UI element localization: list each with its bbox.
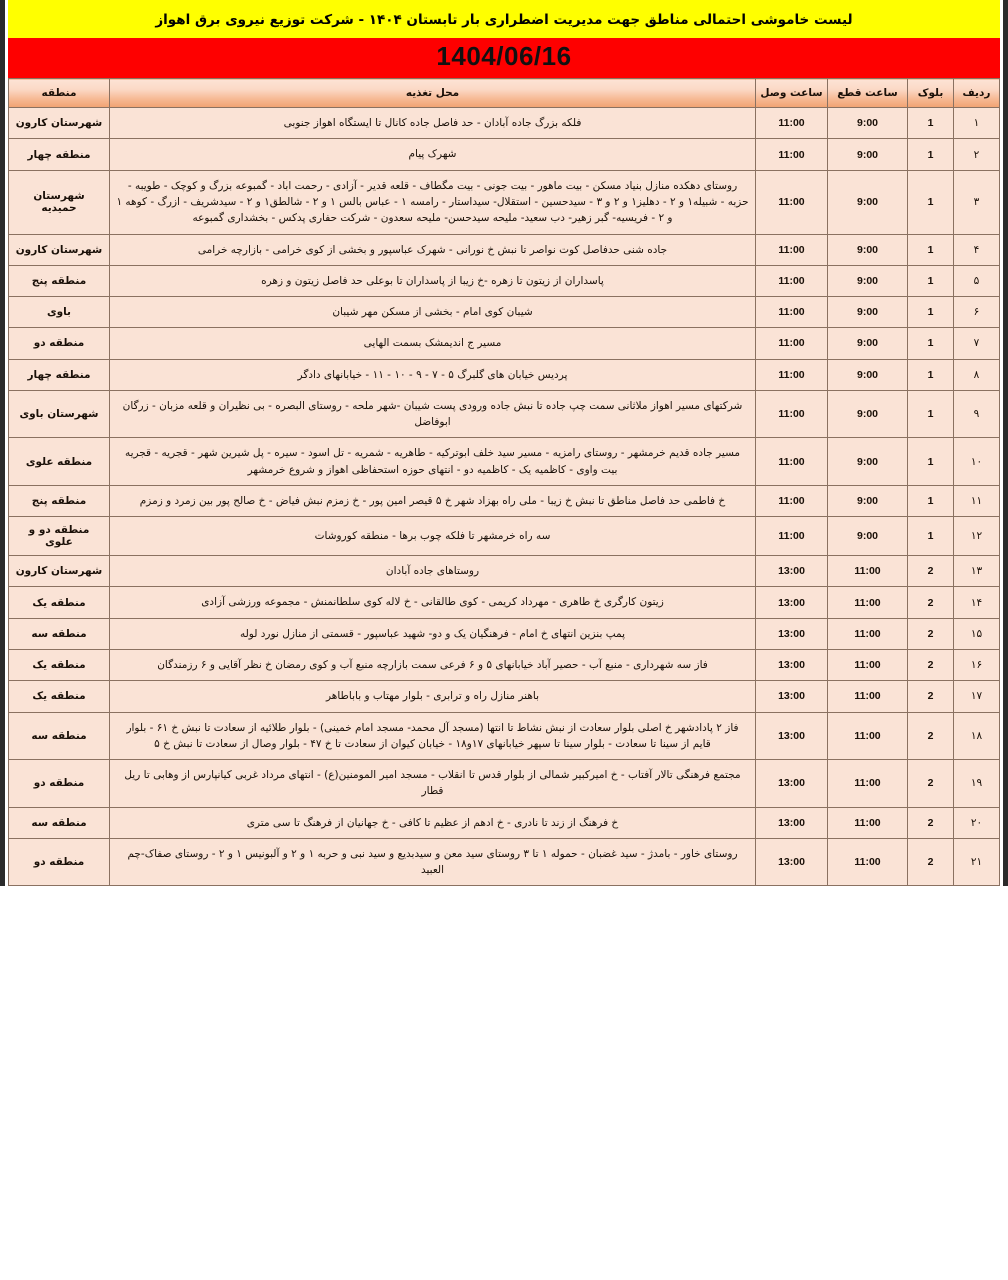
table-row xyxy=(9,760,1000,808)
cell-block: 2 xyxy=(908,838,954,886)
cell-time-off: 9:00 xyxy=(828,517,908,556)
cell-block: 2 xyxy=(908,712,954,760)
table-row xyxy=(9,108,1000,139)
cell-region: منطقه یک xyxy=(9,587,110,618)
table-row xyxy=(9,838,1000,886)
cell-feed-location: جاده شنی حدفاصل کوت نواصر تا نبش خ نورانی - شهرک عباسپور و بخشی از کوی خرامی - بازارچه خرامی xyxy=(110,234,756,265)
cell-feed-location: روستاهای جاده آبادان xyxy=(110,556,756,587)
cell-time-off: 11:00 xyxy=(828,649,908,680)
cell-block: 1 xyxy=(908,234,954,265)
cell-time-on: 11:00 xyxy=(756,170,828,234)
cell-block: 2 xyxy=(908,649,954,680)
cell-feed-location: شرکتهای مسیر اهواز ملاثانی سمت چپ جاده تا نبش جاده ورودی پست شیبان -شهر ملحه - روستای البصره - بی نظیران و قلعه مزبان - زرگان ابوفاضل xyxy=(110,390,756,438)
cell-row-no: ۱۷ xyxy=(954,681,1000,712)
cell-time-off: 11:00 xyxy=(828,556,908,587)
cell-time-on: 13:00 xyxy=(756,587,828,618)
cell-region: شهرستان باوی xyxy=(9,390,110,438)
table-row xyxy=(9,712,1000,760)
cell-feed-location: پردیس خیابان های گلبرگ ۵ - ۷ - ۹ - ۱۰ - ۱۱ - خیابانهای دادگر xyxy=(110,359,756,390)
table-row xyxy=(9,234,1000,265)
cell-region: باوی xyxy=(9,297,110,328)
cell-time-off: 11:00 xyxy=(828,618,908,649)
cell-time-on: 11:00 xyxy=(756,108,828,139)
cell-row-no: ۲ xyxy=(954,139,1000,170)
cell-region: منطقه دو xyxy=(9,760,110,808)
cell-time-on: 11:00 xyxy=(756,390,828,438)
cell-row-no: ۱۲ xyxy=(954,517,1000,556)
cell-feed-location: فاز ۲ پاداد‌شهر خ اصلی بلوار سعادت از نبش نشاط تا انتها (مسجد آل محمد- مسجد امام خمینی) - بلوار طلائیه از سعادت تا نبش خ ۶۱ - بلوار قایم از سینا تا سعادت - بلوار سینا تا سپهر خیابانهای ۱۷و۱۸ - خیابان کیوان از سعادت تا خ ۴۷ - بلوار وصال از سعادت تا نبش خ ۵ xyxy=(110,712,756,760)
table-row xyxy=(9,139,1000,170)
cell-feed-location: فلکه بزرگ جاده آبادان - حد فاصل جاده کانال تا ایستگاه اهواز جنوبی xyxy=(110,108,756,139)
cell-region: شهرستان کارون xyxy=(9,556,110,587)
cell-region: شهرستان کارون xyxy=(9,234,110,265)
cell-row-no: ۱ xyxy=(954,108,1000,139)
cell-time-off: 9:00 xyxy=(828,265,908,296)
cell-block: 1 xyxy=(908,517,954,556)
column-header-time-off: ساعت قطع xyxy=(828,79,908,108)
table-row xyxy=(9,265,1000,296)
cell-row-no: ۵ xyxy=(954,265,1000,296)
cell-time-on: 13:00 xyxy=(756,712,828,760)
cell-feed-location: روستای خاور - بامدژ - سید غضبان - حموله ۱ تا ۳ روستای سید معن و سیدبدیع و سید نبی و حربه ۱ و ۲ و آلبونیس ۱ و ۲ - روستای صفاک-چم العبید xyxy=(110,838,756,886)
table-row xyxy=(9,587,1000,618)
column-header-feed: محل تغذیه xyxy=(110,79,756,108)
cell-time-off: 9:00 xyxy=(828,390,908,438)
table-row xyxy=(9,438,1000,486)
cell-block: 1 xyxy=(908,170,954,234)
cell-row-no: ۲۰ xyxy=(954,807,1000,838)
cell-block: 1 xyxy=(908,108,954,139)
cell-block: 1 xyxy=(908,297,954,328)
cell-time-off: 9:00 xyxy=(828,328,908,359)
cell-row-no: ۳ xyxy=(954,170,1000,234)
cell-region: منطقه یک xyxy=(9,681,110,712)
cell-time-on: 13:00 xyxy=(756,556,828,587)
cell-time-on: 11:00 xyxy=(756,297,828,328)
cell-feed-location: مسیر ج اندیمشک بسمت الهایی xyxy=(110,328,756,359)
cell-region: منطقه یک xyxy=(9,649,110,680)
cell-feed-location: خ فاطمی حد فاصل مناطق تا نبش خ زیبا - ملی راه بهزاد شهر خ ۵ قیصر امین پور - خ زمزم نبش فیاض - خ صالح پور بین زمرد و زمزم xyxy=(110,485,756,516)
cell-row-no: ۱۰ xyxy=(954,438,1000,486)
table-row xyxy=(9,517,1000,556)
cell-block: 2 xyxy=(908,587,954,618)
cell-region: شهرستان حمیدیه xyxy=(9,170,110,234)
cell-block: 1 xyxy=(908,438,954,486)
column-header-time-on: ساعت وصل xyxy=(756,79,828,108)
cell-row-no: ۱۶ xyxy=(954,649,1000,680)
table-row xyxy=(9,297,1000,328)
cell-feed-location: شیبان کوی امام - بخشی از مسکن مهر شیبان xyxy=(110,297,756,328)
cell-region: شهرستان کارون xyxy=(9,108,110,139)
table-row xyxy=(9,618,1000,649)
cell-feed-location: باهنر منازل راه و ترابری - بلوار مهتاب و باباطاهر xyxy=(110,681,756,712)
schedule-date: 1404/06/16 xyxy=(8,38,1000,78)
cell-time-off: 11:00 xyxy=(828,760,908,808)
table-header-row xyxy=(9,79,1000,108)
cell-row-no: ۷ xyxy=(954,328,1000,359)
cell-block: 2 xyxy=(908,681,954,712)
cell-feed-location: خ فرهنگ از زند تا نادری - خ ادهم از عظیم تا کافی - خ جهانیان از فرهنگ تا سی متری xyxy=(110,807,756,838)
cell-time-off: 11:00 xyxy=(828,838,908,886)
cell-time-off: 11:00 xyxy=(828,587,908,618)
cell-row-no: ۱۵ xyxy=(954,618,1000,649)
cell-time-off: 9:00 xyxy=(828,485,908,516)
cell-row-no: ۱۹ xyxy=(954,760,1000,808)
cell-region: منطقه چهار xyxy=(9,139,110,170)
cell-block: 2 xyxy=(908,618,954,649)
column-header-row-no: ردیف xyxy=(954,79,1000,108)
cell-block: 1 xyxy=(908,328,954,359)
cell-time-off: 11:00 xyxy=(828,681,908,712)
table-row xyxy=(9,390,1000,438)
cell-row-no: ۴ xyxy=(954,234,1000,265)
table-row xyxy=(9,649,1000,680)
cell-feed-location: پاسداران از زیتون تا زهره -خ زیبا از پاسداران تا بوعلی حد فاصل زیتون و زهره xyxy=(110,265,756,296)
table-row xyxy=(9,556,1000,587)
table-row xyxy=(9,485,1000,516)
cell-time-off: 9:00 xyxy=(828,359,908,390)
cell-block: 1 xyxy=(908,265,954,296)
cell-time-off: 9:00 xyxy=(828,234,908,265)
table-row xyxy=(9,359,1000,390)
cell-block: 1 xyxy=(908,359,954,390)
cell-region: منطقه سه xyxy=(9,807,110,838)
page-title: لیست خاموشی احتمالی مناطق جهت مدیریت اضطراری بار تابستان ۱۴۰۴ - شرکت توزیع نیروی برق اهواز xyxy=(8,0,1000,38)
cell-feed-location: شهرک پیام xyxy=(110,139,756,170)
cell-block: 2 xyxy=(908,556,954,587)
table-row xyxy=(9,807,1000,838)
cell-time-off: 9:00 xyxy=(828,139,908,170)
cell-time-on: 11:00 xyxy=(756,139,828,170)
cell-feed-location: فاز سه شهرداری - منبع آب - حصیر آباد خیابانهای ۵ و ۶ فرعی سمت بازارچه منبع آب و کوی رمضان خ نظر آقایی و ۶ رزمندگان xyxy=(110,649,756,680)
cell-feed-location: روستای دهکده منازل بنیاد مسکن - بیت ماهور - بیت جونی - بیت مگطاف - قلعه قدیر - آزادی - رحمت اباد - گمبوعه بزرگ و کوچک - طویبه - حزبه - شبیله۱ و ۲ - دهلیز۱ و ۲ و ۳ - سیدحسین - استقلال- سیداستار - رامسه ۱ - عباس بالس ۱ و ۲ - شالطق۱ و ۲ - سیدشریف - ازرگ - کوهه ۱ و ۲ - فریسیه- گبر زهیر- دب سعید- ملیحه سیدحسن- ملیحه سعدون - شرکت حفاری پدکس - بخشداری گمبوعه xyxy=(110,170,756,234)
cell-feed-location: زیتون کارگری خ طاهری - مهرداد کریمی - کوی طالقانی - خ لاله کوی سلطانمنش - مجموعه ورزشی آزادی xyxy=(110,587,756,618)
cell-time-on: 11:00 xyxy=(756,234,828,265)
cell-block: 1 xyxy=(908,390,954,438)
cell-feed-location: سه راه خرمشهر تا فلکه چوب برها - منطقه کوروشات xyxy=(110,517,756,556)
cell-row-no: ۱۴ xyxy=(954,587,1000,618)
cell-time-off: 11:00 xyxy=(828,807,908,838)
table-row xyxy=(9,328,1000,359)
cell-region: منطقه علوی xyxy=(9,438,110,486)
cell-row-no: ۱۸ xyxy=(954,712,1000,760)
cell-row-no: ۱۱ xyxy=(954,485,1000,516)
cell-region: منطقه سه xyxy=(9,712,110,760)
cell-time-off: 9:00 xyxy=(828,297,908,328)
cell-time-off: 9:00 xyxy=(828,170,908,234)
cell-time-on: 11:00 xyxy=(756,359,828,390)
cell-region: منطقه پنج xyxy=(9,265,110,296)
cell-row-no: ۹ xyxy=(954,390,1000,438)
cell-time-off: 11:00 xyxy=(828,712,908,760)
cell-time-on: 13:00 xyxy=(756,760,828,808)
column-header-region: منطقه xyxy=(9,79,110,108)
cell-time-off: 9:00 xyxy=(828,438,908,486)
table-row xyxy=(9,170,1000,234)
cell-time-on: 13:00 xyxy=(756,618,828,649)
cell-region: منطقه دو و علوی xyxy=(9,517,110,556)
cell-row-no: ۶ xyxy=(954,297,1000,328)
cell-time-on: 13:00 xyxy=(756,649,828,680)
cell-row-no: ۲۱ xyxy=(954,838,1000,886)
cell-region: منطقه سه xyxy=(9,618,110,649)
cell-time-on: 11:00 xyxy=(756,485,828,516)
cell-block: 1 xyxy=(908,139,954,170)
cell-row-no: ۱۳ xyxy=(954,556,1000,587)
cell-time-on: 11:00 xyxy=(756,328,828,359)
cell-feed-location: مسیر جاده قدیم خرمشهر - روستای رامزیه - مسیر سید خلف ابوترکیه - طاهریه - شمریه - تل اسود - سیره - پل شیرین شهر - قجریه - قجریه بیت واوی - کاظمیه یک - کاظمیه دو - انتهای حوزه استحفاظی اهواز و شروع خرمشهر xyxy=(110,438,756,486)
cell-feed-location: مجتمع فرهنگی تالار آفتاب - خ امیرکبیر شمالی از بلوار قدس تا انقلاب - مسجد امیر المومنین(ع) - انتهای مرداد غربی کیانپارس از وهابی تا ریل قطار xyxy=(110,760,756,808)
cell-region: منطقه پنج xyxy=(9,485,110,516)
cell-time-on: 13:00 xyxy=(756,681,828,712)
cell-region: منطقه دو xyxy=(9,328,110,359)
cell-time-on: 13:00 xyxy=(756,807,828,838)
cell-time-on: 11:00 xyxy=(756,265,828,296)
table-row xyxy=(9,681,1000,712)
cell-block: 2 xyxy=(908,807,954,838)
table-body xyxy=(9,108,1000,886)
cell-block: 2 xyxy=(908,760,954,808)
column-header-block: بلوک xyxy=(908,79,954,108)
cell-time-off: 9:00 xyxy=(828,108,908,139)
cell-region: منطقه چهار xyxy=(9,359,110,390)
cell-region: منطقه دو xyxy=(9,838,110,886)
cell-row-no: ۸ xyxy=(954,359,1000,390)
cell-feed-location: پمپ بنزین انتهای خ امام - فرهنگیان یک و دو- شهید عباسپور - قسمتی از منازل نورد لوله xyxy=(110,618,756,649)
cell-time-on: 11:00 xyxy=(756,517,828,556)
outage-schedule-table xyxy=(8,78,1000,886)
cell-time-on: 13:00 xyxy=(756,838,828,886)
cell-time-on: 11:00 xyxy=(756,438,828,486)
cell-block: 1 xyxy=(908,485,954,516)
